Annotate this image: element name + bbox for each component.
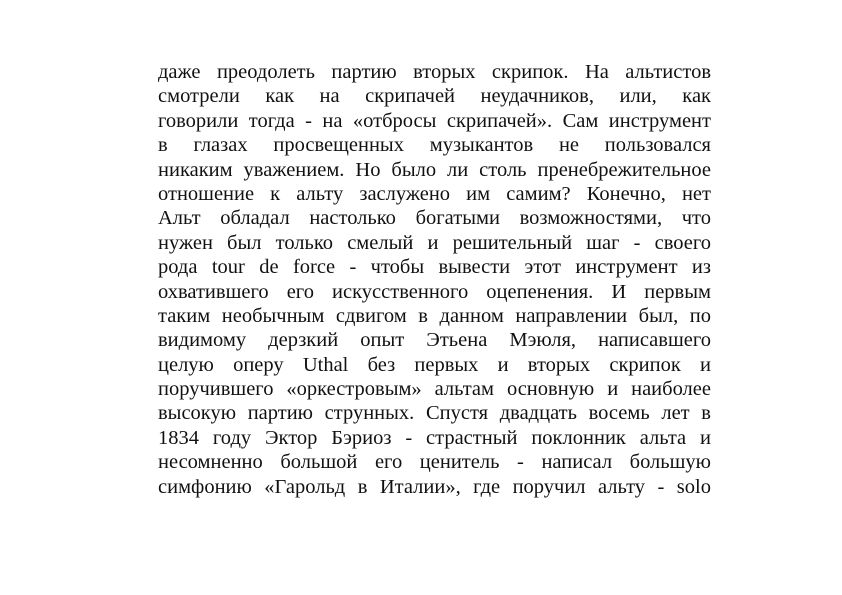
- text-line: видимому дерзкий опыт Этьена Мэюля, написавшего: [158, 329, 711, 352]
- text-line: говорили тогда - на «отбросы скрипачей». Сам инструмент: [158, 109, 711, 132]
- body-text: [158, 60, 711, 499]
- text-line: симфонию «Гарольд в Италии», где поручил альту - solo: [158, 475, 711, 498]
- text-line: несомненно большой его ценитель - написал большую: [158, 451, 711, 474]
- text-line: целую оперу Uthal без первых и вторых скрипок и: [158, 353, 711, 376]
- text-line: 1834 году Эктор Бэриоз - страстный поклонник альта и: [158, 426, 711, 449]
- text-line: никаким уважением. Но было ли столь пренебрежительное: [158, 158, 711, 181]
- text-line: смотрели как на скрипачей неудачников, или, как: [158, 85, 711, 108]
- text-line: таким необычным сдвигом в данном направлении был, по: [158, 304, 711, 327]
- text-line: в глазах просвещенных музыкантов не пользовался: [158, 134, 711, 157]
- text-line: нужен был только смелый и решительный шаг - своего: [158, 231, 711, 254]
- text-line: рода tour de force - чтобы вывести этот инструмент из: [158, 256, 711, 279]
- text-line: поручившего «оркестровым» альтам основную и наиболее: [158, 378, 711, 401]
- text-line: высокую партию струнных. Спустя двадцать восемь лет в: [158, 402, 711, 425]
- text-line: Альт обладал настолько богатыми возможностями, что: [158, 207, 711, 230]
- text-line: отношение к альту заслужено им самим? Конечно, нет: [158, 182, 711, 205]
- text-line: даже преодолеть партию вторых скрипок. На альтистов: [158, 61, 711, 83]
- text-line: охватившего его искусственного оцепенения. И первым: [158, 280, 711, 303]
